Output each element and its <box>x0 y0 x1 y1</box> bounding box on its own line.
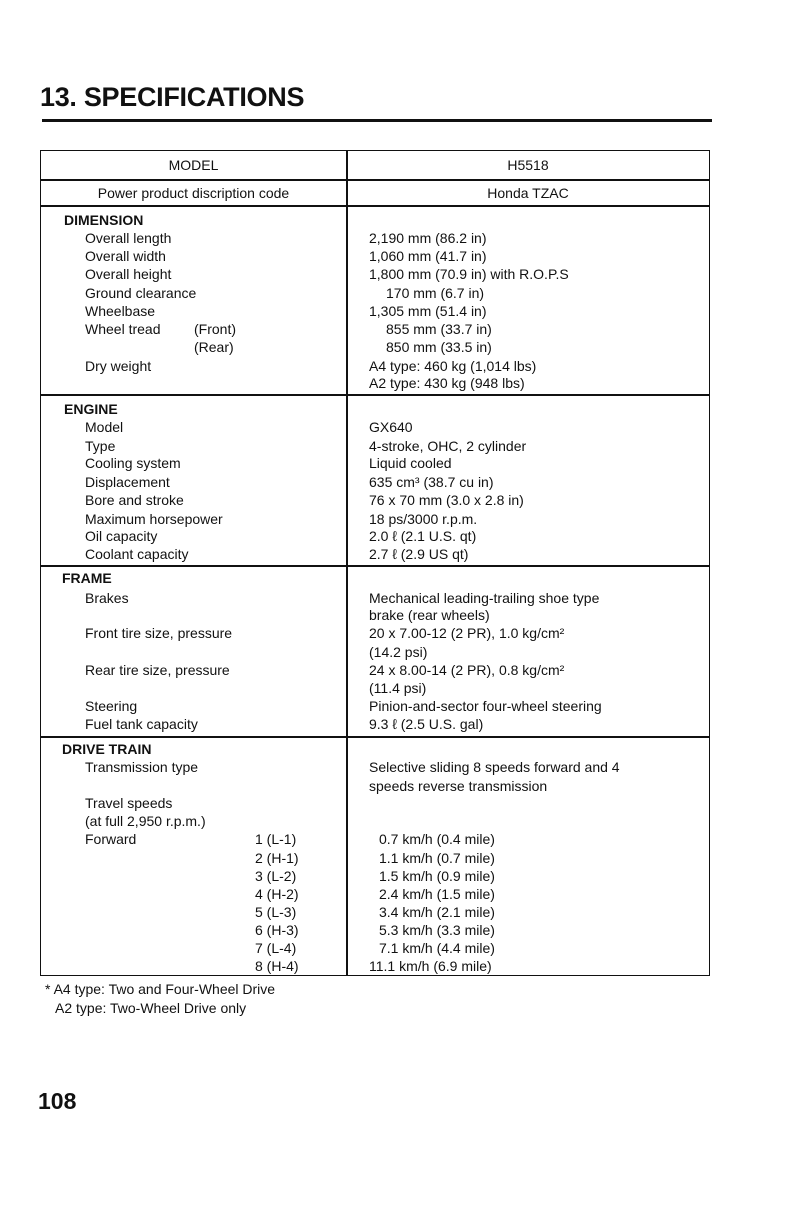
frame-value: Mechanical leading-trailing shoe type <box>369 590 600 606</box>
frame-label: Brakes <box>85 590 129 606</box>
frame-label: Rear tire size, pressure <box>85 662 230 678</box>
page-number: 108 <box>38 1088 77 1114</box>
row-divider-code <box>41 205 709 207</box>
dimension-value: 170 mm (6.7 in) <box>386 285 485 301</box>
dimension-value: 855 mm (33.7 in) <box>386 321 492 337</box>
dimension-label: Overall length <box>85 230 172 246</box>
transmission-value: speeds reverse transmission <box>369 778 548 794</box>
dimension-label: Overall height <box>85 266 172 282</box>
dimension-value: 1,060 mm (41.7 in) <box>369 248 487 264</box>
speed-value: 2.4 km/h (1.5 mile) <box>379 886 495 902</box>
row-divider-dimension <box>41 394 709 396</box>
gear-label: 5 (L-3) <box>255 904 297 920</box>
engine-label: Cooling system <box>85 455 181 471</box>
engine-value: GX640 <box>369 419 413 435</box>
frame-value: (14.2 psi) <box>369 644 428 660</box>
frame-value: brake (rear wheels) <box>369 607 490 623</box>
engine-label: Model <box>85 419 124 435</box>
dimension-value: 850 mm (33.5 in) <box>386 339 492 355</box>
tread-front-label: (Front) <box>194 321 236 337</box>
gear-label: 6 (H-3) <box>255 922 299 938</box>
dimension-value: A2 type: 430 kg (948 lbs) <box>369 375 525 391</box>
frame-value: Pinion-and-sector four-wheel steering <box>369 698 602 714</box>
page-title: 13. SPECIFICATIONS <box>40 82 305 112</box>
model-header: MODEL <box>168 157 219 173</box>
engine-label: Coolant capacity <box>85 546 189 562</box>
gear-label: 4 (H-2) <box>255 886 299 902</box>
speed-value: 7.1 km/h (4.4 mile) <box>379 940 495 956</box>
row-divider-header <box>41 179 709 181</box>
title-underline <box>42 119 712 122</box>
gear-label: 2 (H-1) <box>255 850 299 866</box>
engine-label: Maximum horsepower <box>85 511 223 527</box>
gear-label: 3 (L-2) <box>255 868 297 884</box>
footnote-a4: * A4 type: Two and Four-Wheel Drive <box>45 981 276 997</box>
engine-value: 635 cm³ (38.7 cu in) <box>369 474 494 490</box>
dimension-value: 1,800 mm (70.9 in) with R.O.P.S <box>369 266 569 282</box>
specifications-table <box>40 150 710 976</box>
engine-label: Displacement <box>85 474 170 490</box>
dimension-label: Dry weight <box>85 358 152 374</box>
column-divider <box>346 151 348 975</box>
drive-train-label: Travel speeds <box>85 795 173 811</box>
gear-label: 7 (L-4) <box>255 940 297 956</box>
drive-train-heading: DRIVE TRAIN <box>62 741 152 757</box>
speed-value: 5.3 km/h (3.3 mile) <box>379 922 495 938</box>
code-value: Honda TZAC <box>487 185 569 201</box>
frame-value: 20 x 7.00-12 (2 PR), 1.0 kg/cm² <box>369 625 565 641</box>
speed-value: 1.1 km/h (0.7 mile) <box>379 850 495 866</box>
footnote-a2: A2 type: Two-Wheel Drive only <box>55 1000 247 1016</box>
dimension-label: Wheelbase <box>85 303 156 319</box>
row-divider-engine <box>41 565 709 567</box>
engine-label: Type <box>85 438 116 454</box>
drive-train-label: Transmission type <box>85 759 199 775</box>
frame-value: (11.4 psi) <box>369 680 427 696</box>
frame-value: 24 x 8.00-14 (2 PR), 0.8 kg/cm² <box>369 662 565 678</box>
dimension-value: A4 type: 460 kg (1,014 lbs) <box>369 358 537 374</box>
dimension-label: Ground clearance <box>85 285 197 301</box>
tread-rear-label: (Rear) <box>194 339 234 355</box>
dimension-label: Wheel tread <box>85 321 161 337</box>
frame-value: 9.3 ℓ (2.5 U.S. gal) <box>369 716 484 732</box>
frame-heading: FRAME <box>62 570 112 586</box>
drive-train-label: Forward <box>85 831 137 847</box>
speed-value: 11.1 km/h (6.9 mile) <box>369 958 492 974</box>
engine-label: Bore and stroke <box>85 492 184 508</box>
frame-label: Steering <box>85 698 138 714</box>
engine-heading: ENGINE <box>64 401 118 417</box>
code-label: Power product discription code <box>97 185 290 201</box>
engine-label: Oil capacity <box>85 528 158 544</box>
engine-value: 4-stroke, OHC, 2 cylinder <box>369 438 527 454</box>
transmission-value: Selective sliding 8 speeds forward and 4 <box>369 759 620 775</box>
engine-value: 76 x 70 mm (3.0 x 2.8 in) <box>369 492 524 508</box>
dimension-value: 2,190 mm (86.2 in) <box>369 230 487 246</box>
engine-value: 2.7 ℓ (2.9 US qt) <box>369 546 469 562</box>
frame-label: Front tire size, pressure <box>85 625 233 641</box>
engine-value: 18 ps/3000 r.p.m. <box>369 511 478 527</box>
frame-label: Fuel tank capacity <box>85 716 198 732</box>
speed-value: 0.7 km/h (0.4 mile) <box>379 831 495 847</box>
dimension-label: Overall width <box>85 248 166 264</box>
dimension-heading: DIMENSION <box>64 212 144 228</box>
drive-train-label: (at full 2,950 r.p.m.) <box>85 813 206 829</box>
model-value: H5518 <box>507 157 549 173</box>
row-divider-frame <box>41 736 709 738</box>
engine-value: Liquid cooled <box>369 455 452 471</box>
speed-value: 3.4 km/h (2.1 mile) <box>379 904 495 920</box>
engine-value: 2.0 ℓ (2.1 U.S. qt) <box>369 528 477 544</box>
speed-value: 1.5 km/h (0.9 mile) <box>379 868 495 884</box>
dimension-value: 1,305 mm (51.4 in) <box>369 303 487 319</box>
gear-label: 8 (H-4) <box>255 958 299 974</box>
gear-label: 1 (L-1) <box>255 831 297 847</box>
